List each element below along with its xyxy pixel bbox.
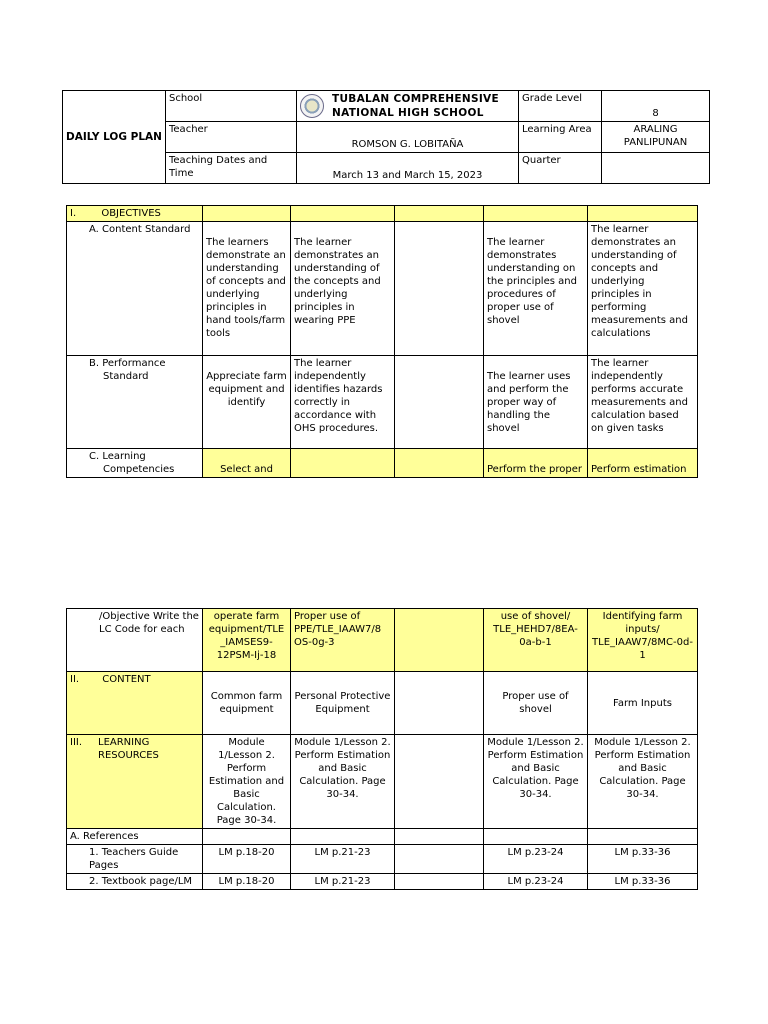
competency-cell: Select and	[203, 449, 291, 478]
performance-standard-cell	[395, 356, 484, 449]
performance-label-line1: B. Performance	[89, 358, 166, 369]
lc-code-cell: Proper use of PPE/TLE_IAAW7/8 OS-0g-3	[291, 609, 395, 672]
teachers-guide-cell: LM p.21-23	[291, 845, 395, 874]
teachers-guide-cell: LM p.33-36	[588, 845, 698, 874]
resources-num: III.	[70, 737, 83, 748]
content-standard-cell: The learner demonstrates understanding on the principles and procedures of proper use of shovel	[484, 222, 588, 356]
performance-standard-cell: Appreciate farm equipment and identify	[203, 356, 291, 449]
content-cell: Personal Protective Equipment	[291, 672, 395, 735]
doc-title: DAILY LOG PLAN	[63, 91, 166, 184]
textbook-label: 2. Textbook page/LM	[67, 874, 203, 890]
content-standard-cell: The learners demonstrate an understanding of concepts and underlying principles in hand tools/farm tools	[203, 222, 291, 356]
lower-table	[66, 608, 698, 890]
content-cell: Farm Inputs	[588, 672, 698, 735]
dates-value: March 13 and March 15, 2023	[297, 153, 519, 184]
area-label: Learning Area	[519, 122, 602, 153]
teachers-guide-label: 1. Teachers Guide Pages	[67, 845, 203, 874]
competency-cell	[395, 449, 484, 478]
lc-code-cell: Identifying farm inputs/ TLE_IAAW7/8MC-0d-1	[588, 609, 698, 672]
dates-label: Teaching Dates and Time	[166, 153, 297, 184]
content-standard-cell: The learner demonstrates an understanding of concepts and underlying principles in performing measurements and calculations	[588, 222, 698, 356]
resources-cell: Module 1/Lesson 2. Perform Estimation and Basic Calculation. Page 30-34.	[203, 735, 291, 829]
school-name-line2: NATIONAL HIGH SCHOOL	[332, 107, 484, 119]
objectives-cell	[291, 206, 395, 222]
teacher-value: ROMSON G. LOBITAÑA	[297, 122, 519, 153]
content-title: CONTENT	[102, 674, 151, 685]
quarter-label: Quarter	[519, 153, 602, 184]
references-cell	[484, 829, 588, 845]
resources-cell	[395, 735, 484, 829]
performance-standard-cell: The learner independently performs accurate measurements and calculation based on given tasks	[588, 356, 698, 449]
objectives-num: I.	[70, 208, 77, 219]
references-cell	[395, 829, 484, 845]
content-heading	[67, 672, 203, 735]
content-cell: Proper use of shovel	[484, 672, 588, 735]
area-value-line1: ARALING	[633, 124, 678, 135]
performance-standard-cell: The learner independently identifies hazards correctly in accordance with OHS procedures.	[291, 356, 395, 449]
lc-code-label: /Objective Write the LC Code for each	[67, 609, 203, 672]
competency-cell: Perform the proper	[484, 449, 588, 478]
objectives-cell	[484, 206, 588, 222]
performance-standard-cell: The learner uses and perform the proper way of handling the shovel	[484, 356, 588, 449]
school-seal-icon	[300, 94, 324, 118]
header-table	[62, 90, 710, 184]
school-cell	[297, 91, 519, 122]
performance-label-line2: Standard	[103, 371, 149, 382]
area-value	[602, 122, 710, 153]
teachers-guide-cell: LM p.18-20	[203, 845, 291, 874]
competencies-label	[67, 449, 203, 478]
resources-cell: Module 1/Lesson 2. Perform Estimation and Basic Calculation. Page 30-34.	[588, 735, 698, 829]
competencies-label-line2: Competencies	[103, 464, 175, 475]
grade-label: Grade Level	[519, 91, 602, 122]
lc-code-cell	[395, 609, 484, 672]
content-num: II.	[70, 674, 80, 685]
objectives-title: OBJECTIVES	[101, 208, 161, 219]
references-label: A. References	[67, 829, 203, 845]
competency-cell: Perform estimation	[588, 449, 698, 478]
performance-standard-label	[67, 356, 203, 449]
school-label: School	[166, 91, 297, 122]
textbook-cell: LM p.18-20	[203, 874, 291, 890]
lc-code-cell: use of shovel/ TLE_HEHD7/8EA-0a-b-1	[484, 609, 588, 672]
lc-code-cell: operate farm equipment/TLE _IAMSES9-12PSM-Ij-18	[203, 609, 291, 672]
references-cell	[588, 829, 698, 845]
teachers-guide-cell: LM p.23-24	[484, 845, 588, 874]
objectives-cell	[588, 206, 698, 222]
objectives-cell	[395, 206, 484, 222]
textbook-cell: LM p.21-23	[291, 874, 395, 890]
objectives-heading	[67, 206, 203, 222]
school-name-line1: TUBALAN COMPREHENSIVE	[332, 93, 499, 105]
teachers-guide-cell	[395, 845, 484, 874]
content-cell: Common farm equipment	[203, 672, 291, 735]
textbook-cell: LM p.33-36	[588, 874, 698, 890]
competencies-label-line1: C. Learning	[89, 451, 146, 462]
references-cell	[203, 829, 291, 845]
teacher-label: Teacher	[166, 122, 297, 153]
resources-cell: Module 1/Lesson 2. Perform Estimation and Basic Calculation. Page 30-34.	[291, 735, 395, 829]
objectives-table	[66, 205, 698, 478]
competency-cell	[291, 449, 395, 478]
resources-heading	[67, 735, 203, 829]
references-cell	[291, 829, 395, 845]
resources-cell: Module 1/Lesson 2. Perform Estimation and Basic Calculation. Page 30-34.	[484, 735, 588, 829]
objectives-cell	[203, 206, 291, 222]
content-standard-cell: The learner demonstrates an understanding of the concepts and underlying principles in wearing PPE	[291, 222, 395, 356]
content-standard-cell	[395, 222, 484, 356]
textbook-cell	[395, 874, 484, 890]
resources-title: LEARNING RESOURCES	[98, 737, 159, 761]
content-cell	[395, 672, 484, 735]
grade-value: 8	[602, 91, 710, 122]
textbook-cell: LM p.23-24	[484, 874, 588, 890]
area-value-line2: PANLIPUNAN	[623, 137, 688, 148]
quarter-value	[602, 153, 710, 184]
content-standard-label: A. Content Standard	[67, 222, 203, 356]
